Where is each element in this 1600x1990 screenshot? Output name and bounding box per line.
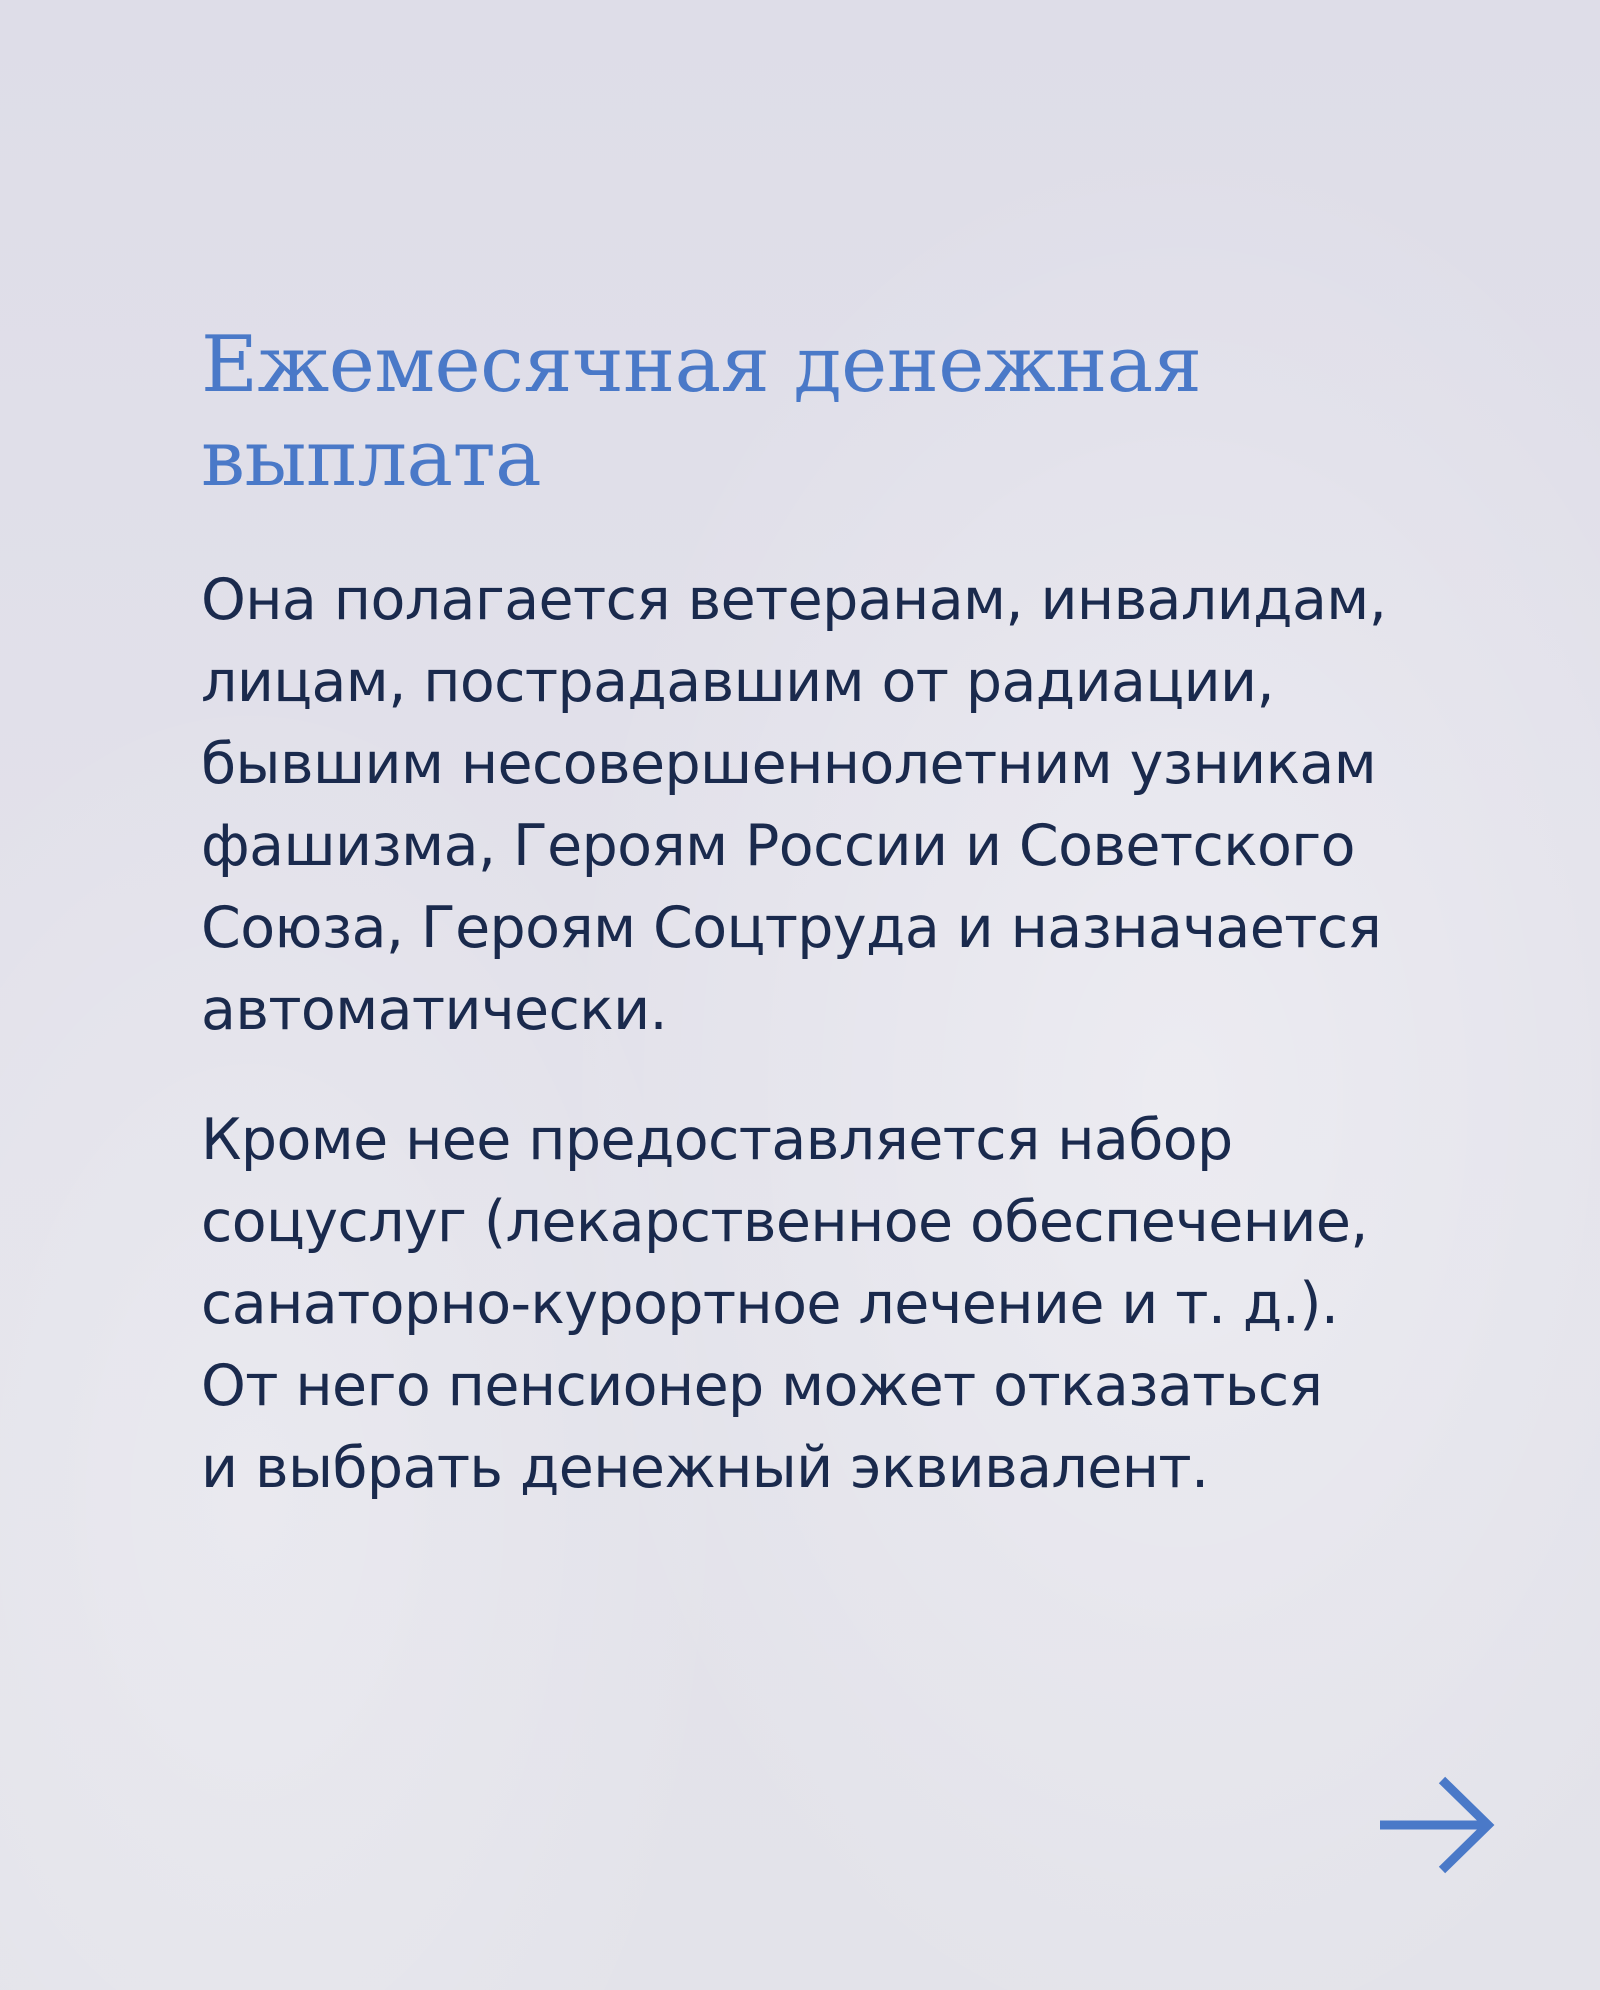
paragraph-line: соцуслуг (лекарственное обеспечение,	[201, 1189, 1368, 1255]
next-slide-button[interactable]	[1372, 1770, 1502, 1880]
paragraph-line: санаторно-курортное лечение и т. д.).	[201, 1271, 1339, 1337]
slide-title	[201, 318, 1401, 506]
paragraph-line: лицам, пострадавшим от радиации,	[201, 649, 1274, 715]
paragraph-line: автоматически.	[201, 977, 668, 1043]
paragraph-line: и выбрать денежный эквивалент.	[201, 1435, 1209, 1501]
paragraph-line: От него пенсионер может отказаться	[201, 1353, 1323, 1419]
paragraph-social-services	[201, 1099, 1481, 1509]
paragraph-eligibility	[201, 559, 1481, 1051]
slide-title-line-1: Ежемесячная денежная	[201, 320, 1202, 410]
paragraph-line: Она полагается ветеранам, инвалидам,	[201, 567, 1387, 633]
slide-title-line-2: выплата	[201, 414, 542, 504]
paragraph-line: Союза, Героям Соцтруда и назначается	[201, 895, 1382, 961]
paragraph-line: бывшим несовершеннолетним узникам	[201, 731, 1377, 797]
arrow-right-icon	[1372, 1770, 1502, 1880]
paragraph-line: Кроме нее предоставляется набор	[201, 1107, 1233, 1173]
paragraph-line: фашизма, Героям России и Советского	[201, 813, 1355, 879]
